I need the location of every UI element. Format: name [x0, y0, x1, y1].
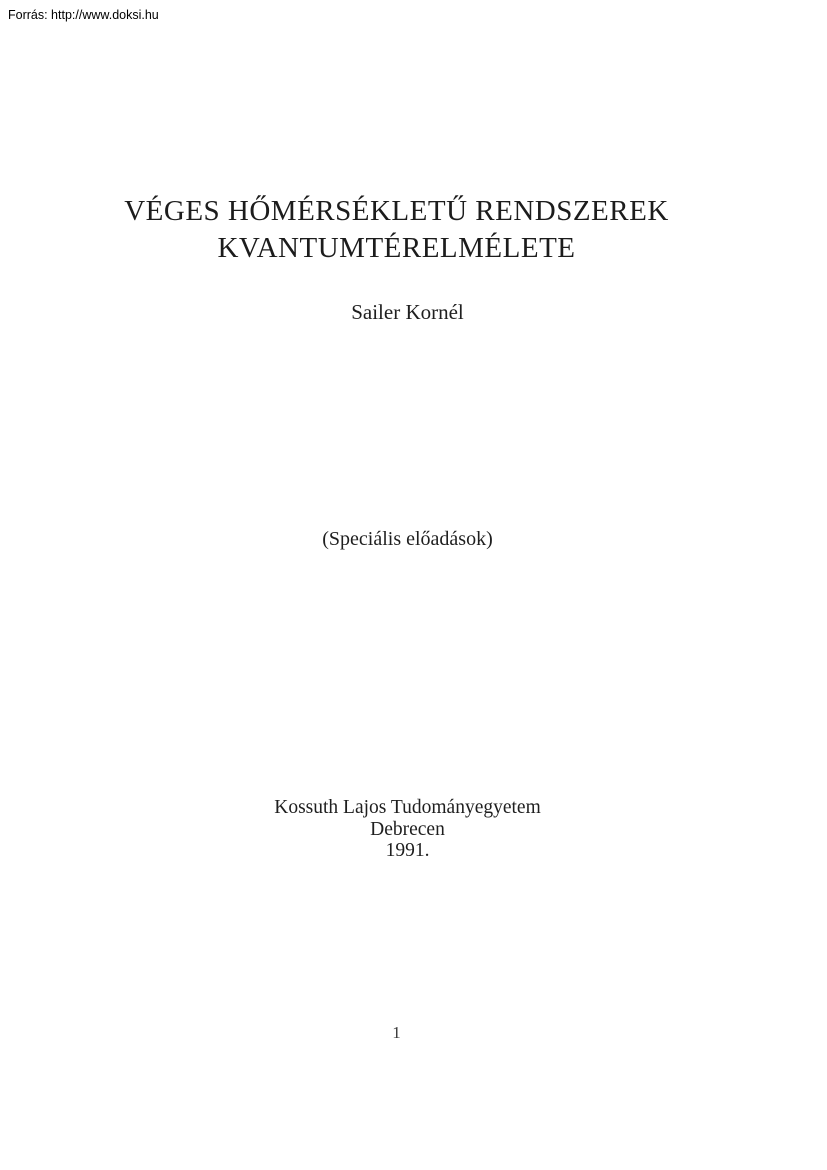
document-title-line2: KVANTUMTÉRELMÉLETE	[217, 232, 576, 264]
title-block	[0, 193, 810, 267]
source-watermark: Forrás: http://www.doksi.hu	[8, 8, 159, 22]
document-title-line1: VÉGES HŐMÉRSÉKLETŰ RENDSZEREK	[124, 195, 669, 227]
city-name: Debrecen	[370, 818, 445, 840]
page-number: 1	[392, 1023, 401, 1042]
publication-year: 1991.	[385, 840, 430, 861]
subtitle: (Speciális előadások)	[322, 528, 493, 550]
institution-name: Kossuth Lajos Tudományegyetem	[274, 797, 541, 818]
author-name: Sailer Kornél	[351, 300, 464, 324]
imprint-block	[0, 797, 821, 862]
